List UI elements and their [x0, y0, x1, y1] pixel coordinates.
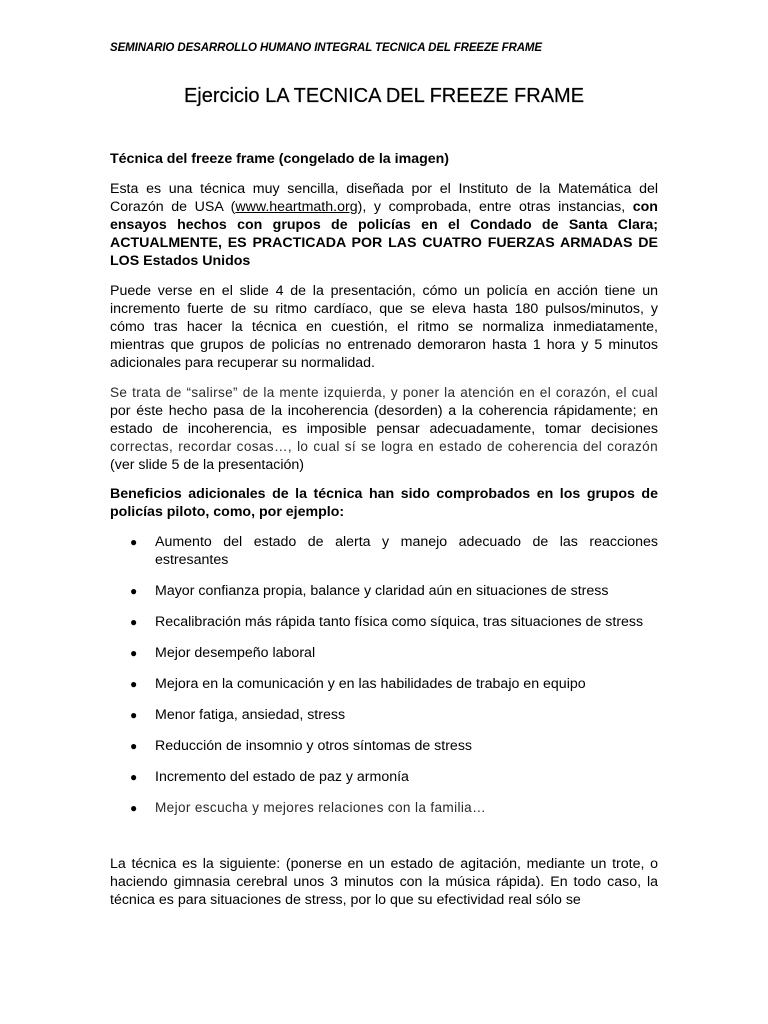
intro-text-2: ), y comprobada, entre otras instancias,	[357, 199, 633, 215]
technique-paragraph: La técnica es la siguiente: (ponerse en un estado de agitación, mediante un trote, o haciendo gimnasia cerebral unos 3 minutos con la música rápida). En todo caso, la técnica es para situaciones de stress, por lo que su efectividad real sólo se	[110, 856, 658, 908]
bullet-icon: ●	[130, 615, 138, 629]
coherence-text-4: (ver slide 5 de la presentación)	[110, 457, 304, 473]
running-header: SEMINARIO DESARROLLO HUMANO INTEGRAL TECNICA DEL FREEZE FRAME	[110, 42, 542, 54]
benefit-text: Menor fatiga, ansiedad, stress	[155, 707, 346, 723]
benefit-item	[110, 737, 658, 755]
benefit-item	[110, 768, 658, 786]
coherence-text-2: por éste hecho pasa de la incoherencia (desorden) a la coherencia rápidamente; en estado de incoherencia, es imposible pensar adecuadamente, tomar decisiones	[110, 403, 658, 437]
benefits-heading: Beneficios adicionales de la técnica han sido comprobados en los grupos de policías piloto, como, por ejemplo:	[110, 486, 658, 520]
benefit-item	[110, 644, 658, 662]
intro-paragraph	[110, 180, 658, 270]
benefit-item	[110, 533, 658, 569]
benefit-item	[110, 706, 658, 724]
benefit-item	[110, 799, 658, 817]
bullet-icon: ●	[130, 535, 138, 549]
benefit-item	[110, 582, 658, 600]
benefit-text: Mayor confianza propia, balance y claridad aún en situaciones de stress	[155, 583, 609, 599]
bullet-icon: ●	[130, 739, 138, 753]
slide4-paragraph: Puede verse en el slide 4 de la presentación, cómo un policía en acción tiene un incremento fuerte de su ritmo cardíaco, que se eleva hasta 180 pulsos/minutos, y cómo tras hacer la técnica en cuestión, el ritmo se normaliza inmediatamente, mientras que grupos de policías no entrenado demoraron hasta 1 hora y 5 minutos adicionales para recuperar su normalidad.	[110, 283, 658, 371]
section-subtitle: Técnica del freeze frame (congelado de la imagen)	[110, 151, 450, 167]
bullet-icon: ●	[130, 677, 138, 691]
benefit-text: Mejor desempeño laboral	[155, 645, 316, 661]
intro-bold-text: con ensayos hechos con grupos de policías en el Condado de Santa Clara; ACTUALMENTE, ES PRACTICADA POR LAS CUATRO FUERZAS ARMADAS DE LOS Estados Unidos	[110, 199, 658, 269]
bullet-icon: ●	[130, 646, 138, 660]
coherence-text-3: correctas, recordar cosas…, lo cual sí se logra en estado de coherencia del corazón	[110, 439, 658, 454]
intro-text-1: Esta es una técnica muy sencilla, diseñada por el Instituto de la Matemática del Corazón de USA (	[110, 181, 658, 215]
heartmath-link[interactable]: www.heartmath.org	[235, 199, 358, 215]
benefit-item	[110, 675, 658, 693]
benefits-list	[110, 533, 658, 817]
benefit-text: Mejor escucha y mejores relaciones con la familia…	[155, 800, 487, 815]
coherence-text-1: Se trata de “salirse” de la mente izquierda, y poner la atención en el corazón, el cual	[110, 385, 658, 400]
bullet-icon: ●	[130, 770, 138, 784]
benefit-text: Mejora en la comunicación y en las habilidades de trabajo en equipo	[155, 676, 586, 692]
benefit-text: Incremento del estado de paz y armonía	[155, 769, 409, 785]
benefit-text: Aumento del estado de alerta y manejo adecuado de las reacciones estresantes	[155, 534, 658, 568]
document-title: Ejercicio LA TECNICA DEL FREEZE FRAME	[183, 85, 585, 107]
benefit-text: Reducción de insomnio y otros síntomas de stress	[155, 738, 473, 754]
benefit-text: Recalibración más rápida tanto física como síquica, tras situaciones de stress	[155, 614, 644, 630]
coherence-paragraph	[110, 384, 658, 474]
bullet-icon: ●	[130, 708, 138, 722]
bullet-icon: ●	[130, 584, 138, 598]
benefit-item	[110, 613, 658, 631]
bullet-icon: ●	[130, 801, 138, 815]
document-body	[110, 150, 658, 909]
